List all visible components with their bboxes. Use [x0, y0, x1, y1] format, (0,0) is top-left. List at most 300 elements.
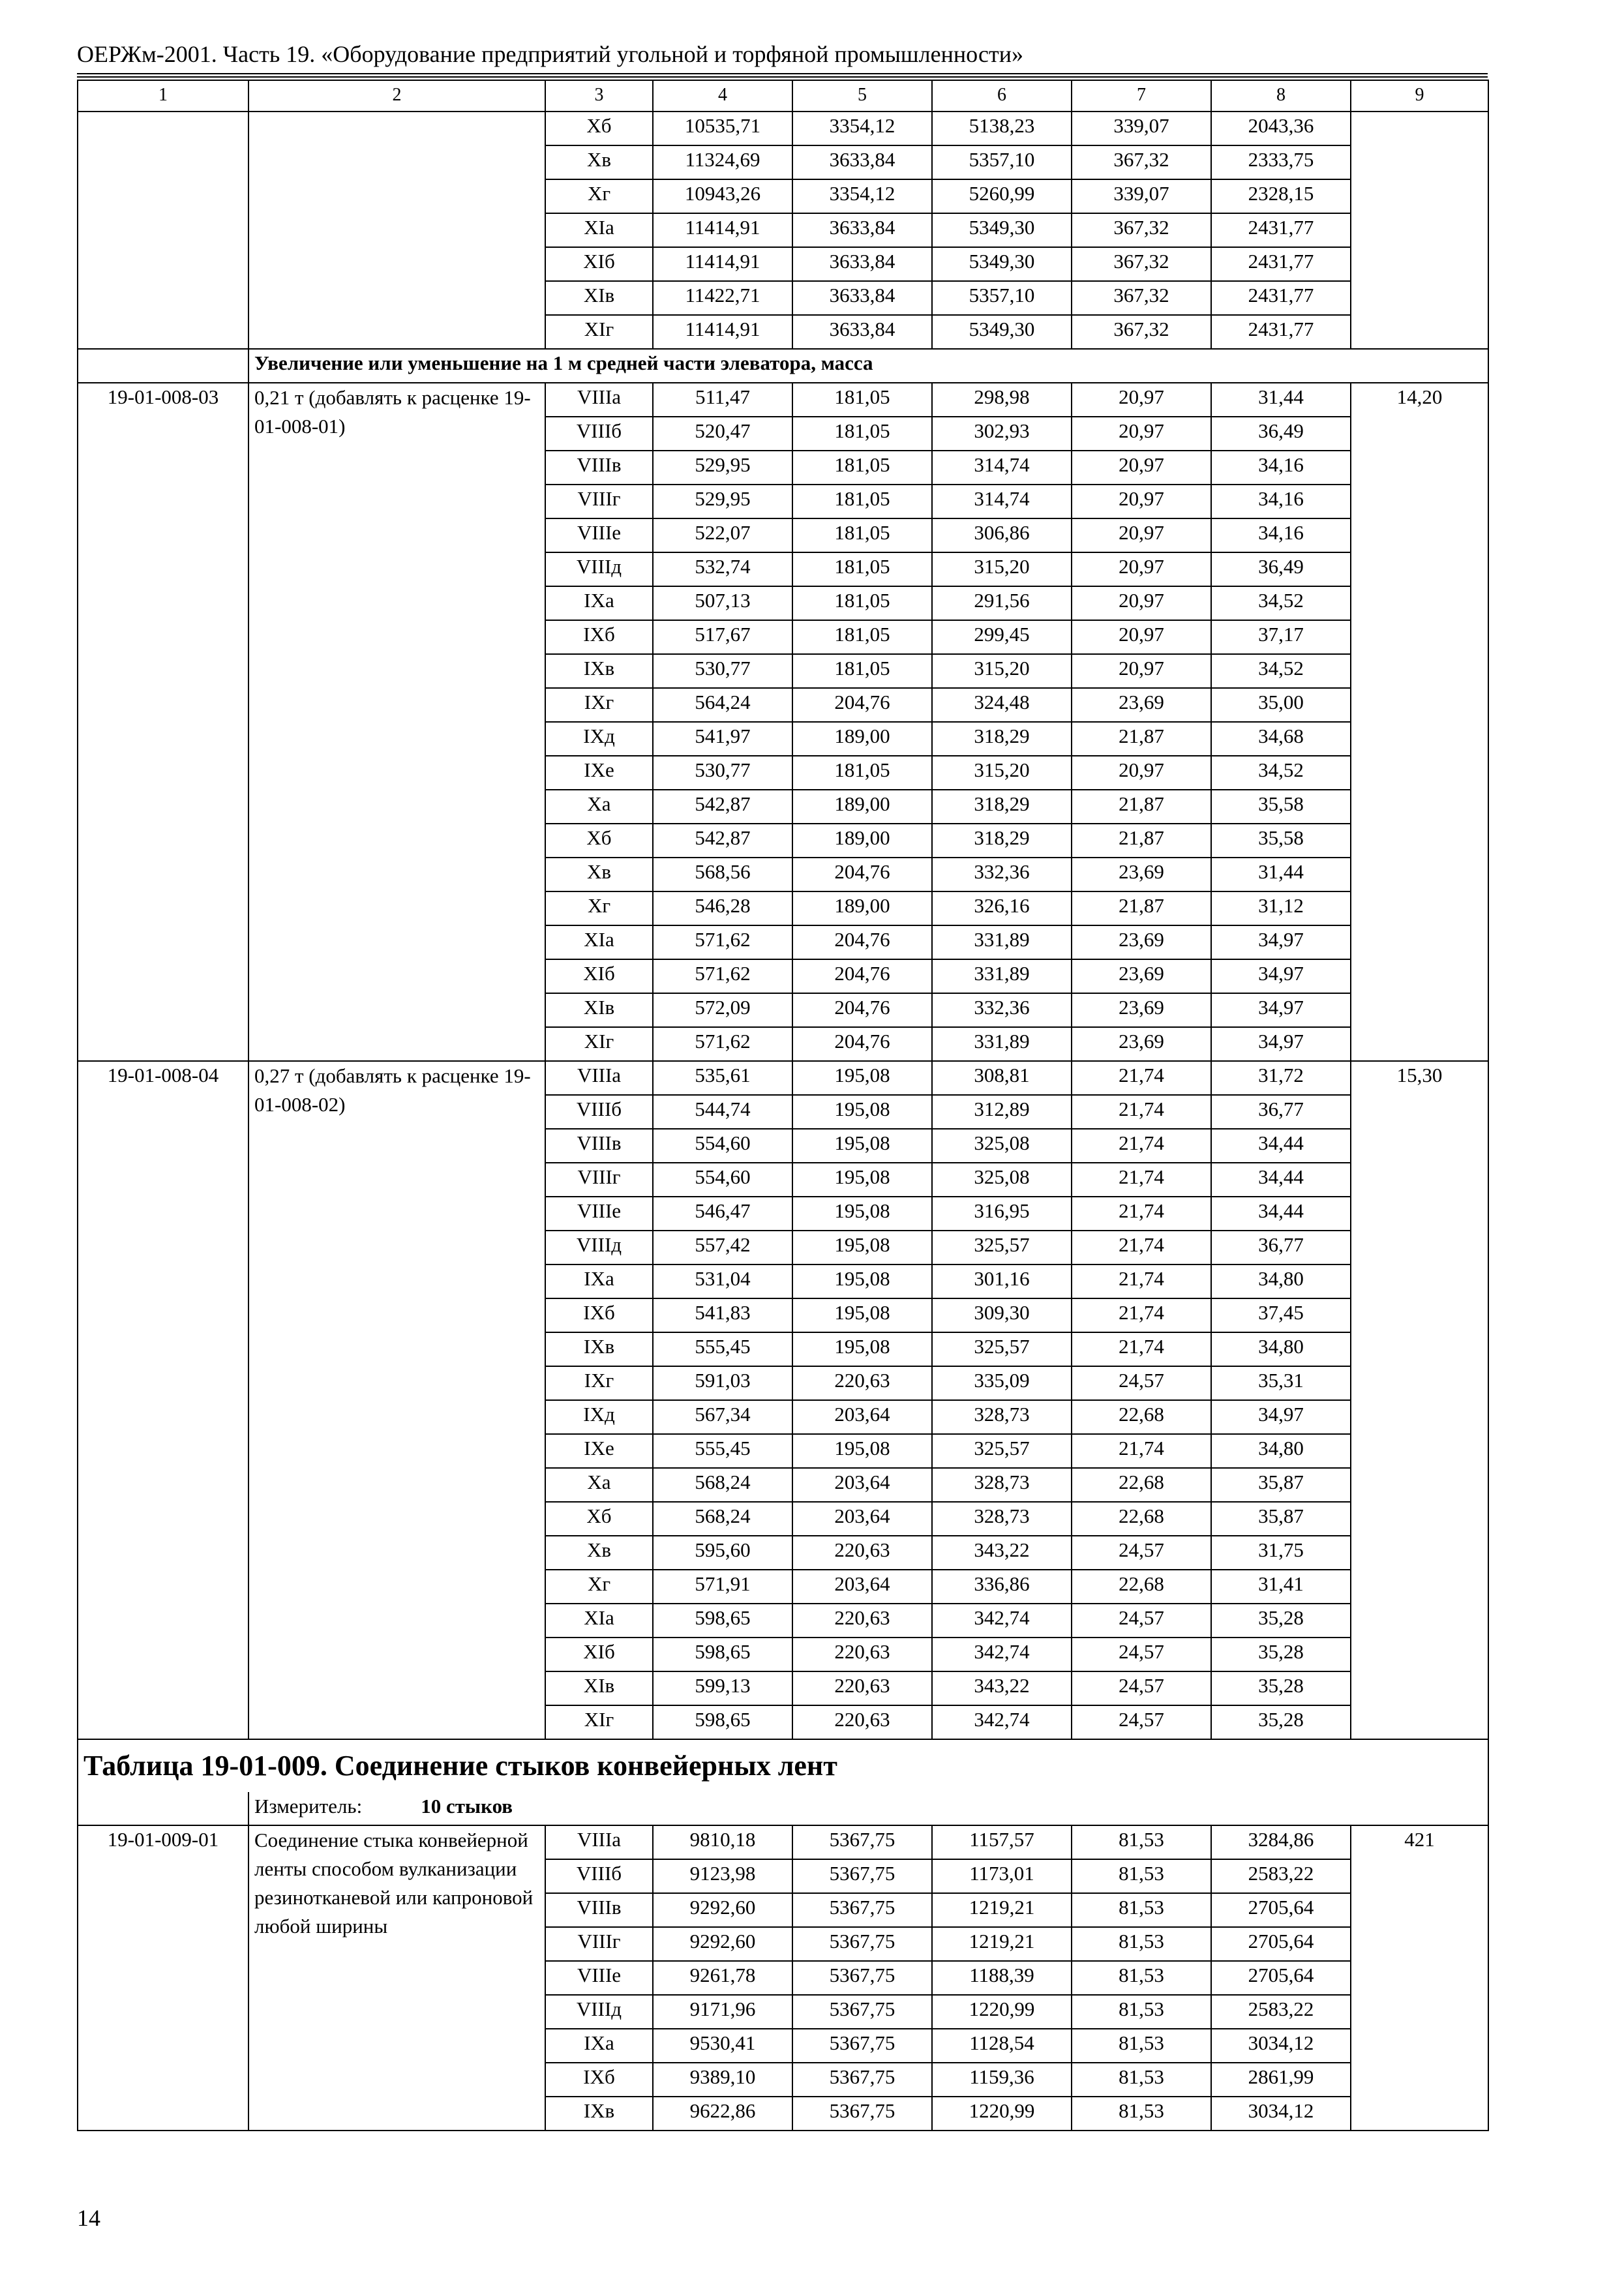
cost-value: 24,57 — [1072, 1671, 1211, 1705]
cost-value: 35,00 — [1211, 688, 1351, 722]
cost-value: 34,44 — [1211, 1163, 1351, 1197]
cost-value: 20,97 — [1072, 552, 1211, 586]
cost-value: 5357,10 — [932, 281, 1072, 315]
cost-value: 339,07 — [1072, 112, 1211, 145]
cost-value: 342,74 — [932, 1638, 1072, 1671]
cost-value: 517,67 — [653, 620, 792, 654]
cost-value: 342,74 — [932, 1604, 1072, 1638]
cost-value: 220,63 — [792, 1604, 932, 1638]
cost-value: 34,68 — [1211, 722, 1351, 756]
region-code: VIIIе — [545, 1961, 653, 1995]
cost-value: 81,53 — [1072, 1859, 1211, 1893]
region-code: XIб — [545, 247, 653, 281]
cost-value: 195,08 — [792, 1163, 932, 1197]
cost-value: 5367,75 — [792, 1961, 932, 1995]
cost-value: 331,89 — [932, 959, 1072, 993]
cost-value: 36,49 — [1211, 417, 1351, 451]
cost-value: 23,69 — [1072, 858, 1211, 891]
cost-value: 5367,75 — [792, 1859, 932, 1893]
cost-value: 36,49 — [1211, 552, 1351, 586]
cost-value: 315,20 — [932, 654, 1072, 688]
cost-value: 557,42 — [653, 1231, 792, 1264]
cost-value: 9530,41 — [653, 2029, 792, 2063]
rate-description — [248, 112, 545, 349]
cost-value: 21,87 — [1072, 722, 1211, 756]
cost-value: 21,74 — [1072, 1434, 1211, 1468]
cost-value: 181,05 — [792, 586, 932, 620]
table-row — [78, 112, 1488, 145]
cost-value: 9123,98 — [653, 1859, 792, 1893]
cost-value: 37,17 — [1211, 620, 1351, 654]
cost-value: 23,69 — [1072, 959, 1211, 993]
cost-value: 1219,21 — [932, 1927, 1072, 1961]
cost-value: 195,08 — [792, 1298, 932, 1332]
cost-value: 3633,84 — [792, 281, 932, 315]
table-row — [78, 1061, 1488, 1095]
cost-value: 24,57 — [1072, 1604, 1211, 1638]
region-code: Хг — [545, 891, 653, 925]
rate-description: Соединение стыка конвейерной ленты способом вулканизации резинотканевой или капроновой любой ширины — [248, 1825, 545, 2131]
col-number: 2 — [248, 80, 545, 112]
cost-value: 335,09 — [932, 1366, 1072, 1400]
cost-value: 21,74 — [1072, 1095, 1211, 1129]
cost-value: 1128,54 — [932, 2029, 1072, 2063]
cost-value: 571,62 — [653, 959, 792, 993]
region-code: Хг — [545, 179, 653, 213]
region-code: VIIIa — [545, 383, 653, 417]
cost-value: 541,83 — [653, 1298, 792, 1332]
region-code: XIг — [545, 315, 653, 349]
cost-value: 35,58 — [1211, 824, 1351, 858]
cost-value: 309,30 — [932, 1298, 1072, 1332]
cost-value: 2431,77 — [1211, 213, 1351, 247]
region-code: VIIIв — [545, 1893, 653, 1927]
cost-value: 31,12 — [1211, 891, 1351, 925]
cost-value: 571,62 — [653, 925, 792, 959]
rate-code — [78, 112, 248, 349]
cost-value: 315,20 — [932, 552, 1072, 586]
region-code: VIIIa — [545, 1061, 653, 1095]
cost-value: 204,76 — [792, 925, 932, 959]
cost-value: 195,08 — [792, 1264, 932, 1298]
cost-value: 34,80 — [1211, 1434, 1351, 1468]
cost-value: 9810,18 — [653, 1825, 792, 1859]
region-code: VIIIв — [545, 451, 653, 485]
cost-value: 31,44 — [1211, 858, 1351, 891]
region-code: XIa — [545, 925, 653, 959]
region-code: Xa — [545, 1468, 653, 1502]
cost-value: 11414,91 — [653, 247, 792, 281]
cost-value: 3354,12 — [792, 179, 932, 213]
cost-value: 5138,23 — [932, 112, 1072, 145]
cost-value: 302,93 — [932, 417, 1072, 451]
cost-value: 34,16 — [1211, 518, 1351, 552]
cost-value: 554,60 — [653, 1163, 792, 1197]
region-code: IXa — [545, 1264, 653, 1298]
cost-value: 3034,12 — [1211, 2097, 1351, 2131]
cost-value: 529,95 — [653, 451, 792, 485]
cost-value: 34,97 — [1211, 1400, 1351, 1434]
region-code: VIIIб — [545, 1095, 653, 1129]
cost-value: 1159,36 — [932, 2063, 1072, 2097]
rate-description: 0,21 т (добавлять к расценке 19-01-008-01) — [248, 383, 545, 1061]
region-code: XIб — [545, 959, 653, 993]
section-spacer — [78, 349, 248, 383]
cost-value: 542,87 — [653, 790, 792, 824]
cost-value: 318,29 — [932, 790, 1072, 824]
cost-value: 9292,60 — [653, 1893, 792, 1927]
region-code: IXa — [545, 586, 653, 620]
section-heading: Увеличение или уменьшение на 1 м средней части элеватора, масса — [248, 349, 1488, 383]
cost-value: 312,89 — [932, 1095, 1072, 1129]
table-row — [78, 383, 1488, 417]
cost-value: 3633,84 — [792, 145, 932, 179]
cost-value: 11422,71 — [653, 281, 792, 315]
cost-value: 181,05 — [792, 620, 932, 654]
cost-value: 367,32 — [1072, 213, 1211, 247]
measure-cell — [248, 1792, 1488, 1825]
cost-value: 21,74 — [1072, 1298, 1211, 1332]
region-code: Хв — [545, 858, 653, 891]
cost-value: 81,53 — [1072, 1927, 1211, 1961]
cost-value: 21,74 — [1072, 1231, 1211, 1264]
cost-value: 203,64 — [792, 1468, 932, 1502]
cost-value: 195,08 — [792, 1095, 932, 1129]
column-number-row — [78, 80, 1488, 112]
rate-code: 19-01-009-01 — [78, 1825, 248, 2131]
cost-value: 326,16 — [932, 891, 1072, 925]
cost-value: 195,08 — [792, 1231, 932, 1264]
cost-value: 571,62 — [653, 1027, 792, 1061]
cost-value: 315,20 — [932, 756, 1072, 790]
cost-value: 306,86 — [932, 518, 1072, 552]
cost-value: 291,56 — [932, 586, 1072, 620]
measure-label: Измеритель: — [254, 1795, 363, 1818]
cost-value: 204,76 — [792, 993, 932, 1027]
region-code: VIIIв — [545, 1129, 653, 1163]
cost-value: 21,74 — [1072, 1061, 1211, 1095]
cost-value: 3633,84 — [792, 213, 932, 247]
region-code: VIIIг — [545, 1163, 653, 1197]
cost-value: 3633,84 — [792, 247, 932, 281]
cost-value: 220,63 — [792, 1671, 932, 1705]
cost-value: 598,65 — [653, 1604, 792, 1638]
cost-value: 220,63 — [792, 1536, 932, 1570]
region-code: Xa — [545, 790, 653, 824]
cost-value: 367,32 — [1072, 247, 1211, 281]
cost-value: 546,28 — [653, 891, 792, 925]
cost-value: 1219,21 — [932, 1893, 1072, 1927]
cost-value: 5349,30 — [932, 213, 1072, 247]
cost-value: 35,28 — [1211, 1705, 1351, 1739]
col-number: 6 — [932, 80, 1072, 112]
cost-value: 325,08 — [932, 1129, 1072, 1163]
cost-value: 10943,26 — [653, 179, 792, 213]
col-number: 4 — [653, 80, 792, 112]
cost-value: 20,97 — [1072, 654, 1211, 688]
cost-value: 34,80 — [1211, 1264, 1351, 1298]
cost-value: 2328,15 — [1211, 179, 1351, 213]
cost-value: 2043,36 — [1211, 112, 1351, 145]
cost-value: 34,97 — [1211, 993, 1351, 1027]
cost-value: 555,45 — [653, 1332, 792, 1366]
cost-value: 1220,99 — [932, 1995, 1072, 2029]
cost-value: 336,86 — [932, 1570, 1072, 1604]
region-code: IXд — [545, 1400, 653, 1434]
region-code: VIIIa — [545, 1825, 653, 1859]
region-code: IXв — [545, 654, 653, 688]
document-header: ОЕРЖм-2001. Часть 19. «Оборудование предприятий угольной и торфяной промышленности» — [77, 41, 1024, 67]
cost-value: 328,73 — [932, 1400, 1072, 1434]
cost-value: 2583,22 — [1211, 1995, 1351, 2029]
region-code: Хб — [545, 112, 653, 145]
cost-value: 11414,91 — [653, 213, 792, 247]
cost-value: 571,91 — [653, 1570, 792, 1604]
cost-value: 5357,10 — [932, 145, 1072, 179]
cost-value: 598,65 — [653, 1705, 792, 1739]
cost-value: 5349,30 — [932, 247, 1072, 281]
region-code: Хв — [545, 1536, 653, 1570]
cost-value: 20,97 — [1072, 518, 1211, 552]
col-number: 8 — [1211, 80, 1351, 112]
cost-value: 220,63 — [792, 1638, 932, 1671]
cost-value: 542,87 — [653, 824, 792, 858]
cost-value: 2705,64 — [1211, 1893, 1351, 1927]
cost-value: 9261,78 — [653, 1961, 792, 1995]
region-code: VIIIг — [545, 1927, 653, 1961]
cost-value: 34,52 — [1211, 756, 1351, 790]
region-code: XIв — [545, 993, 653, 1027]
region-code: Хб — [545, 824, 653, 858]
region-code: XIг — [545, 1705, 653, 1739]
cost-value: 181,05 — [792, 756, 932, 790]
cost-value: 522,07 — [653, 518, 792, 552]
cost-value: 5260,99 — [932, 179, 1072, 213]
region-code: VIIIе — [545, 518, 653, 552]
cost-value: 23,69 — [1072, 688, 1211, 722]
cost-value: 81,53 — [1072, 1995, 1211, 2029]
cost-value: 342,74 — [932, 1705, 1072, 1739]
cost-value: 2431,77 — [1211, 281, 1351, 315]
cost-value: 2431,77 — [1211, 315, 1351, 349]
cost-value: 331,89 — [932, 925, 1072, 959]
cost-value: 5367,75 — [792, 2097, 932, 2131]
cost-value: 328,73 — [932, 1468, 1072, 1502]
cost-value: 21,74 — [1072, 1332, 1211, 1366]
cost-value: 220,63 — [792, 1366, 932, 1400]
cost-value: 535,61 — [653, 1061, 792, 1095]
cost-value: 204,76 — [792, 1027, 932, 1061]
cost-value: 325,57 — [932, 1231, 1072, 1264]
table-title: Таблица 19-01-009. Соединение стыков конвейерных лент — [78, 1739, 1488, 1792]
cost-value: 507,13 — [653, 586, 792, 620]
cost-value: 34,52 — [1211, 586, 1351, 620]
labor-cost: 14,20 — [1351, 383, 1488, 1061]
cost-value: 520,47 — [653, 417, 792, 451]
cost-value: 10535,71 — [653, 112, 792, 145]
cost-value: 203,64 — [792, 1502, 932, 1536]
region-code: IXд — [545, 722, 653, 756]
cost-value: 325,57 — [932, 1434, 1072, 1468]
cost-value: 1188,39 — [932, 1961, 1072, 1995]
cost-value: 529,95 — [653, 485, 792, 518]
region-code: IXе — [545, 756, 653, 790]
cost-value: 22,68 — [1072, 1400, 1211, 1434]
region-code: XIв — [545, 281, 653, 315]
labor-cost: 421 — [1351, 1825, 1488, 2131]
region-code: IXб — [545, 2063, 653, 2097]
cost-value: 531,04 — [653, 1264, 792, 1298]
cost-value: 1157,57 — [932, 1825, 1072, 1859]
cost-value: 37,45 — [1211, 1298, 1351, 1332]
cost-value: 181,05 — [792, 518, 932, 552]
cost-value: 23,69 — [1072, 993, 1211, 1027]
region-code: XIг — [545, 1027, 653, 1061]
cost-value: 35,87 — [1211, 1468, 1351, 1502]
cost-value: 595,60 — [653, 1536, 792, 1570]
labor-cost — [1351, 112, 1488, 349]
measure-row — [78, 1792, 1488, 1825]
cost-value: 195,08 — [792, 1061, 932, 1095]
cost-value: 20,97 — [1072, 485, 1211, 518]
cost-value: 2431,77 — [1211, 247, 1351, 281]
cost-value: 9171,96 — [653, 1995, 792, 2029]
cost-value: 2861,99 — [1211, 2063, 1351, 2097]
cost-value: 36,77 — [1211, 1095, 1351, 1129]
page-number: 14 — [77, 2205, 100, 2231]
col-number: 1 — [78, 80, 248, 112]
header-rule — [77, 73, 1488, 74]
cost-value: 20,97 — [1072, 586, 1211, 620]
cost-value: 34,16 — [1211, 485, 1351, 518]
cost-value: 1173,01 — [932, 1859, 1072, 1893]
cost-value: 555,45 — [653, 1434, 792, 1468]
cost-value: 20,97 — [1072, 620, 1211, 654]
cost-value: 2705,64 — [1211, 1927, 1351, 1961]
cost-value: 34,97 — [1211, 959, 1351, 993]
region-code: IXг — [545, 688, 653, 722]
cost-value: 1220,99 — [932, 2097, 1072, 2131]
cost-value: 318,29 — [932, 722, 1072, 756]
cost-value: 568,24 — [653, 1502, 792, 1536]
cost-value: 21,74 — [1072, 1197, 1211, 1231]
measure-spacer — [78, 1792, 248, 1825]
cost-value: 34,80 — [1211, 1332, 1351, 1366]
cost-value: 21,74 — [1072, 1129, 1211, 1163]
cost-value: 195,08 — [792, 1332, 932, 1366]
cost-value: 5367,75 — [792, 1825, 932, 1859]
region-code: XIб — [545, 1638, 653, 1671]
cost-value: 316,95 — [932, 1197, 1072, 1231]
cost-value: 81,53 — [1072, 2097, 1211, 2131]
cost-value: 367,32 — [1072, 281, 1211, 315]
region-code: VIIIб — [545, 1859, 653, 1893]
cost-value: 35,31 — [1211, 1366, 1351, 1400]
cost-value: 9292,60 — [653, 1927, 792, 1961]
region-code: IXб — [545, 1298, 653, 1332]
table-row — [78, 1825, 1488, 1859]
labor-cost: 15,30 — [1351, 1061, 1488, 1739]
cost-value: 21,87 — [1072, 790, 1211, 824]
cost-value: 318,29 — [932, 824, 1072, 858]
cost-value: 11324,69 — [653, 145, 792, 179]
col-number: 9 — [1351, 80, 1488, 112]
cost-value: 203,64 — [792, 1570, 932, 1604]
cost-value: 591,03 — [653, 1366, 792, 1400]
cost-value: 564,24 — [653, 688, 792, 722]
cost-value: 34,97 — [1211, 925, 1351, 959]
cost-value: 511,47 — [653, 383, 792, 417]
section-row — [78, 349, 1488, 383]
cost-value: 204,76 — [792, 959, 932, 993]
cost-value: 568,24 — [653, 1468, 792, 1502]
cost-value: 181,05 — [792, 383, 932, 417]
cost-value: 24,57 — [1072, 1366, 1211, 1400]
cost-value: 567,34 — [653, 1400, 792, 1434]
cost-value: 332,36 — [932, 858, 1072, 891]
cost-value: 195,08 — [792, 1197, 932, 1231]
cost-value: 21,87 — [1072, 824, 1211, 858]
cost-value: 572,09 — [653, 993, 792, 1027]
cost-value: 367,32 — [1072, 145, 1211, 179]
cost-value: 2705,64 — [1211, 1961, 1351, 1995]
cost-value: 35,28 — [1211, 1604, 1351, 1638]
cost-value: 189,00 — [792, 824, 932, 858]
cost-value: 298,98 — [932, 383, 1072, 417]
cost-value: 2333,75 — [1211, 145, 1351, 179]
rates-table — [77, 80, 1489, 2131]
cost-value: 599,13 — [653, 1671, 792, 1705]
cost-value: 20,97 — [1072, 451, 1211, 485]
cost-value: 195,08 — [792, 1129, 932, 1163]
cost-value: 324,48 — [932, 688, 1072, 722]
cost-value: 181,05 — [792, 552, 932, 586]
cost-value: 367,32 — [1072, 315, 1211, 349]
cost-value: 3034,12 — [1211, 2029, 1351, 2063]
cost-value: 3284,86 — [1211, 1825, 1351, 1859]
region-code: IXб — [545, 620, 653, 654]
region-code: IXa — [545, 2029, 653, 2063]
cost-value: 195,08 — [792, 1434, 932, 1468]
cost-value: 5367,75 — [792, 1893, 932, 1927]
region-code: IXв — [545, 2097, 653, 2131]
cost-value: 11414,91 — [653, 315, 792, 349]
rate-description: 0,27 т (добавлять к расценке 19-01-008-02) — [248, 1061, 545, 1739]
region-code: XIв — [545, 1671, 653, 1705]
region-code: VIIIг — [545, 485, 653, 518]
cost-value: 308,81 — [932, 1061, 1072, 1095]
col-number: 5 — [792, 80, 932, 112]
cost-value: 31,44 — [1211, 383, 1351, 417]
cost-value: 544,74 — [653, 1095, 792, 1129]
region-code: IXв — [545, 1332, 653, 1366]
col-number: 7 — [1072, 80, 1211, 112]
cost-value: 35,28 — [1211, 1671, 1351, 1705]
region-code: Хг — [545, 1570, 653, 1604]
region-code: XIa — [545, 213, 653, 247]
cost-value: 24,57 — [1072, 1536, 1211, 1570]
col-number: 3 — [545, 80, 653, 112]
cost-value: 332,36 — [932, 993, 1072, 1027]
cost-value: 21,74 — [1072, 1264, 1211, 1298]
cost-value: 331,89 — [932, 1027, 1072, 1061]
rate-code: 19-01-008-03 — [78, 383, 248, 1061]
cost-value: 5349,30 — [932, 315, 1072, 349]
cost-value: 314,74 — [932, 451, 1072, 485]
cost-value: 22,68 — [1072, 1502, 1211, 1536]
cost-value: 81,53 — [1072, 2029, 1211, 2063]
rate-code: 19-01-008-04 — [78, 1061, 248, 1739]
